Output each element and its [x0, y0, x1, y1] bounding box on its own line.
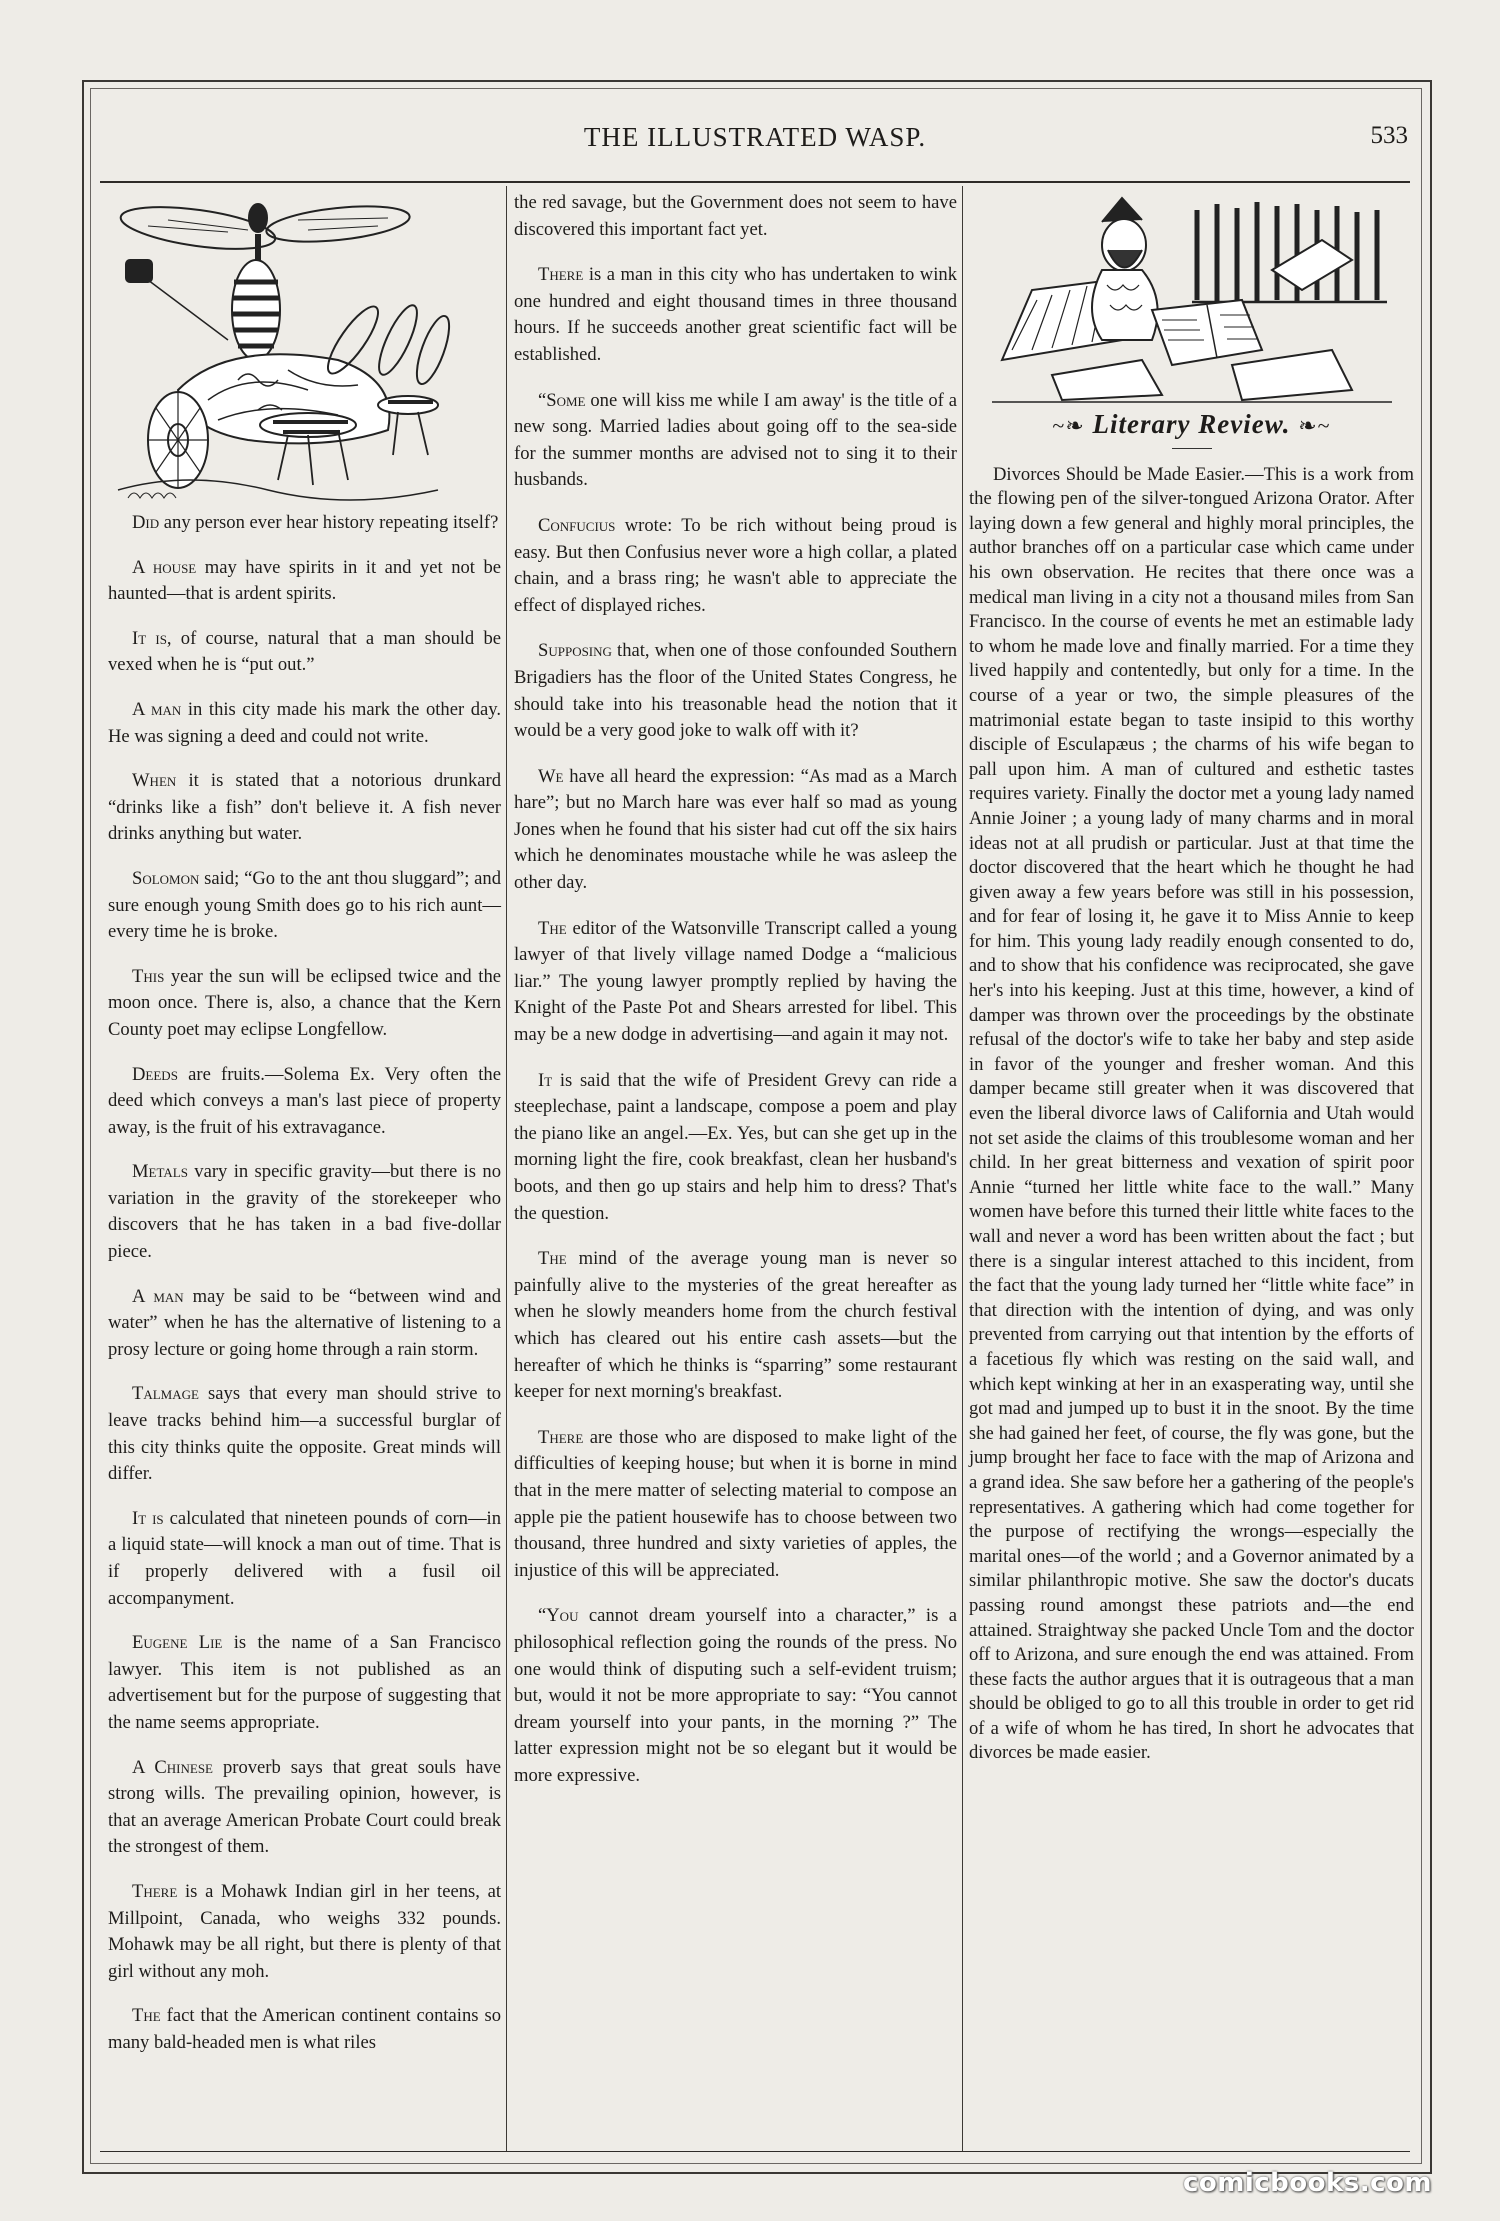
paragraph-lead-word: It is,	[132, 627, 172, 649]
paragraph-lead-word: The	[538, 1248, 567, 1270]
paragraph-text: of course, natural that a man should be vexed when he is “put out.”	[108, 627, 501, 676]
paragraph	[514, 1246, 957, 1406]
paragraph	[108, 1381, 501, 1487]
paragraph-text: said; “Go to the ant thou sluggard”; and sure enough young Smith does go to his rich aunt—every time he is broke.	[108, 867, 501, 943]
left-flourish-icon: ~❧	[1052, 413, 1085, 438]
paragraph-lead-word: Confucius	[538, 514, 616, 536]
paragraph	[108, 1159, 501, 1265]
paragraph-lead-word: It	[538, 1069, 553, 1091]
paragraph-lead-word: We	[538, 765, 564, 787]
paragraph-text: year the sun will be eclipsed twice and the moon once. There is, also, a chance that the Kern County poet may eclipse Longfellow.	[108, 965, 501, 1040]
paragraph	[108, 697, 501, 750]
column-2-paragraphs	[514, 190, 957, 1789]
paragraph-text: is a man in this city who has undertaken to wink one hundred and eight thousand times in three thousand hours. If he succeeds another great scientific fact will be established.	[514, 264, 957, 365]
paragraph-text: is the name of a San Francisco lawyer. This item is not published as an advertisement but for the purpose of suggesting that the name seems appropriate.	[108, 1632, 502, 1733]
paragraph	[108, 626, 501, 679]
paragraph-text: the red savage, but the Government does not seem to have discovered this important fact yet.	[514, 192, 957, 240]
paragraph	[108, 768, 501, 848]
paragraph	[108, 1284, 501, 1364]
literary-review-heading	[969, 411, 1414, 440]
paragraph-text: cannot dream yourself into a character,” is a philosophical reflection going the rounds of the press. No one would think of disputing such a self-evident truism; but, would it not be more appropriate to say: “You cannot dream yourself into your pants, in the morning ?” The latter expression might not be so elegant but it would be more expressive.	[514, 1605, 957, 1786]
paragraph-text: in this city made his mark the other day. He was signing a deed and could not write.	[108, 698, 502, 747]
paragraph-text: editor of the Watsonville Transcript called a young lawyer of that lively village named Dodge a “malicious liar.” The young lawyer promptly replied by having the Knight of the Paste Pot and Shears arrested for libel. This may be a new dodge in advertising—and again it may not.	[514, 917, 957, 1046]
paragraph-lead-word: Metals	[132, 1161, 188, 1183]
header-rule	[100, 181, 1410, 183]
paragraph	[108, 964, 501, 1044]
paragraph-lead-word: There	[538, 1426, 584, 1448]
paragraph-text: are those who are disposed to make light of the difficulties of keeping house; but when it is borne in mind that in the mere matter of selecting material to compose an apple pie the patient housewife has to choose between two thousand, three hundred and sixty varieties of apples, the injustice of this will be appreciated.	[514, 1426, 957, 1581]
paragraph-lead-word: When	[132, 770, 177, 792]
column-1-paragraphs	[108, 510, 501, 2057]
footer-rule	[100, 2151, 1410, 2152]
paragraph-lead-word: Eugene Lie	[132, 1632, 223, 1654]
paragraph	[514, 388, 957, 494]
paragraph	[108, 510, 501, 537]
paragraph	[514, 262, 957, 368]
paragraph	[514, 1068, 957, 1228]
paragraph-lead-word: This	[132, 965, 165, 987]
paragraph	[969, 463, 1414, 1766]
column-1	[108, 190, 501, 2075]
paragraph-lead-word: “Some	[538, 389, 586, 411]
paragraph	[514, 1603, 957, 1789]
paragraph-lead-word: It is	[132, 1507, 164, 1529]
paragraph-lead-word: A man	[132, 1285, 184, 1307]
paragraph-text: says that every man should strive to leave tracks behind him—a successful burglar of this city thinks quite the opposite. Great minds will differ.	[108, 1383, 501, 1485]
right-flourish-icon: ❧~	[1298, 413, 1331, 438]
paragraph-text: calculated that nineteen pounds of corn—in a liquid state—will knock a man out of time. That is if properly delivered with a fusil oil accompanyment.	[108, 1507, 501, 1609]
paragraph-text: any person ever hear history repeating itself?	[159, 512, 499, 533]
paragraph-text: have all heard the expression: “As mad as a March hare”; but no March hare was ever half so mad as young Jones when he found that his sister had cut off the six hairs which he denominates moustache while he was asleep the other day.	[514, 765, 957, 894]
paragraph-text: Divorces Should be Made Easier.—This is a work from the flowing pen of the silver-tongued Arizona Orator. After laying down a few general and highly moral principles, the author branches off on a particular case which came under his own observation. He recites that there once was a medical man living in a city not a thousand miles from San Francisco. In the course of events he met an estimable lady to whom he made love and finally married. For a time they lived happily and contentedly, but only for a time. In the course of a year or two, the simple pleasures of the matrimonial estate began to taste insipid to this worthy disciple of Esculapæus ; the charms of his wife began to pall upon him. A man of cultured and esthetic tastes requires variety. Finally the doctor met a young lady named Annie Joiner ; a young lady of many charms and in moral ideas not at all prudish or particular. Just at that time the doctor discovered that the heart which he thought he had given away a few years before was still in his possession, and for fear of losing it, he gave it to Miss Annie to keep for him. This young lady readily enough consented to do, and to show that his confidence was reciprocated, she gave her's into his keeping. Just at this time, however, a kind of damper was thrown over the proceedings by the obstinate refusal of the doctor's wife to take her baby and step aside in favor of the younger and fresher woman. And this damper became still greater when it was discovered that even the liberal divorce laws of California and Utah would not set aside the claims of this troublesome woman and her child. In her great bitterness and vexation of spirit poor Annie “turned her little white face to the wall.” Many women have before this turned their little white faces to the wall and never a word has been written about the fact ; but there is a singular interest attached to this incident, from the fact that the young lady turned her “little white face” in that direction with the intention of dying, and was only prevented from carrying out that intention by the efforts of a facetious fly which was resting on the said wall, and which kept winking at her in an exasperating way, until she got mad and jumped up to bust it in the snoot. By the time she had gained her feet, of course, the fly was gone, but the jump brought her face to face with the map of Arizona and a grand idea. She saw before her a gathering of the people's representatives. A gathering which had come together for the purpose of rectifying the wrongs—especially the marital ones—of the world ; and a Governor animated by a similar philanthropic motive. She saw the doctor's ducats passing round amongst these patriots and—the end attained. Straightway she packed Uncle Tom and the doctor off to Arizona, and sure enough the end was attained. From these facts the author argues that it is outrageous that a man should be obliged to go to all this trouble in order to get rid of a wife of whom he has tired, In short he advocates that divorces be made easier.	[969, 463, 1414, 1764]
column-3	[969, 190, 1414, 1776]
paragraph-lead-word: There	[132, 1880, 178, 1902]
paragraph	[514, 190, 957, 243]
paragraph-lead-word: A man	[132, 698, 182, 720]
literary-review-title: Literary Review.	[1092, 409, 1291, 439]
paragraph	[108, 555, 501, 608]
paragraph	[514, 764, 957, 897]
paragraph	[108, 1879, 501, 1985]
heading-rule	[1172, 448, 1212, 449]
paragraph-text: it is stated that a notorious drunkard “drinks like a fish” don't believe it. A fish never drinks anything but water.	[108, 770, 501, 845]
paragraph	[108, 1630, 501, 1736]
paragraph-text: wrote: To be rich without being proud is easy. But then Confusius never wore a high collar, a plated chain, and a brass ring; he wasn't able to appreciate the effect of displayed riches.	[514, 514, 957, 616]
wasp-chariot-illustration	[108, 190, 508, 510]
column-3-paragraphs	[969, 463, 1414, 1766]
paragraph-text: mind of the average young man is never so painfully alive to the mysteries of the great hereafter as when he slowly meanders home from the church festival which has cleared out his entire cash assets—but the hereafter of which he thinks is “sparring” some restaurant keeper for next morning's breakfast.	[514, 1248, 957, 1403]
paragraph-text: fact that the American continent contains so many bald-headed men is what riles	[108, 2005, 501, 2053]
paragraph-text: may have spirits in it and yet not be haunted—that is ardent spirits.	[108, 556, 502, 605]
masthead-title: THE ILLUSTRATED WASP.	[583, 122, 927, 152]
masthead	[100, 122, 1410, 162]
paragraph-lead-word: Did	[132, 512, 160, 533]
paragraph-lead-word: Solomon	[132, 867, 200, 889]
paragraph-text: proverb says that great souls have strong wills. The prevailing opinion, however, is that an average American Probate Court could break the strongest of them.	[108, 1756, 502, 1858]
paragraph	[514, 916, 957, 1049]
paragraph-text: vary in specific gravity—but there is no variation in the gravity of the storekeeper who discovers that he has taken in a bad five-dollar piece.	[108, 1161, 501, 1263]
column-divider-2	[962, 186, 963, 2151]
paragraph-lead-word: Deeds	[132, 1063, 178, 1085]
paragraph-lead-word: The	[538, 917, 567, 939]
paragraph	[108, 866, 501, 946]
paragraph	[514, 513, 957, 619]
reading-gnome-illustration	[992, 190, 1392, 405]
column-2	[514, 190, 957, 1808]
paragraph	[514, 1425, 957, 1585]
paragraph	[108, 1755, 501, 1861]
paragraph	[514, 638, 957, 744]
paragraph-text: is said that the wife of President Grevy can ride a steeplechase, paint a landscape, compose a poem and play the piano like an angel.—Ex. Yes, but can she get up in the morning light the fire, cook breakfast, clean her husband's boots, and then go up stairs and help him to dress? That's the question.	[514, 1069, 957, 1224]
paragraph	[108, 1062, 501, 1142]
paragraph-lead-word: Supposing	[538, 640, 612, 662]
paragraph-lead-word: There	[538, 264, 584, 286]
paragraph-text: is a Mohawk Indian girl in her teens, at Millpoint, Canada, who weighs 332 pounds. Mohawk may be all right, but there is plenty of that girl without any moh.	[108, 1880, 501, 1982]
page-number: 533	[1370, 122, 1408, 149]
paragraph-lead-word: A Chinese	[132, 1756, 213, 1778]
watermark: comicbooks.com	[1182, 2168, 1432, 2198]
paragraph	[108, 2003, 501, 2056]
paragraph-text: that, when one of those confounded Southern Brigadiers has the floor of the United States Congress, he should take into his treasonable head the notion that it would be a very good joke to walk off with it?	[514, 640, 957, 742]
paragraph-lead-word: The	[132, 2005, 161, 2027]
paragraph-text: may be said to be “between wind and water” when he has the alternative of listening to a prosy lecture or going home through a rain storm.	[108, 1285, 501, 1360]
paragraph-lead-word: A house	[132, 556, 197, 578]
paragraph-lead-word: “You	[538, 1605, 579, 1627]
paragraph-text: are fruits.—Solema Ex. Very often the deed which conveys a man's last piece of property away, is the fruit of his extravagance.	[108, 1063, 501, 1138]
paragraph-text: one will kiss me while I am away' is the title of a new song. Married ladies about going off to the sea-side for the summer months are advised not to sing it to their husbands.	[514, 389, 957, 491]
paragraph-lead-word: Talmage	[132, 1383, 199, 1405]
paragraph	[108, 1506, 501, 1612]
